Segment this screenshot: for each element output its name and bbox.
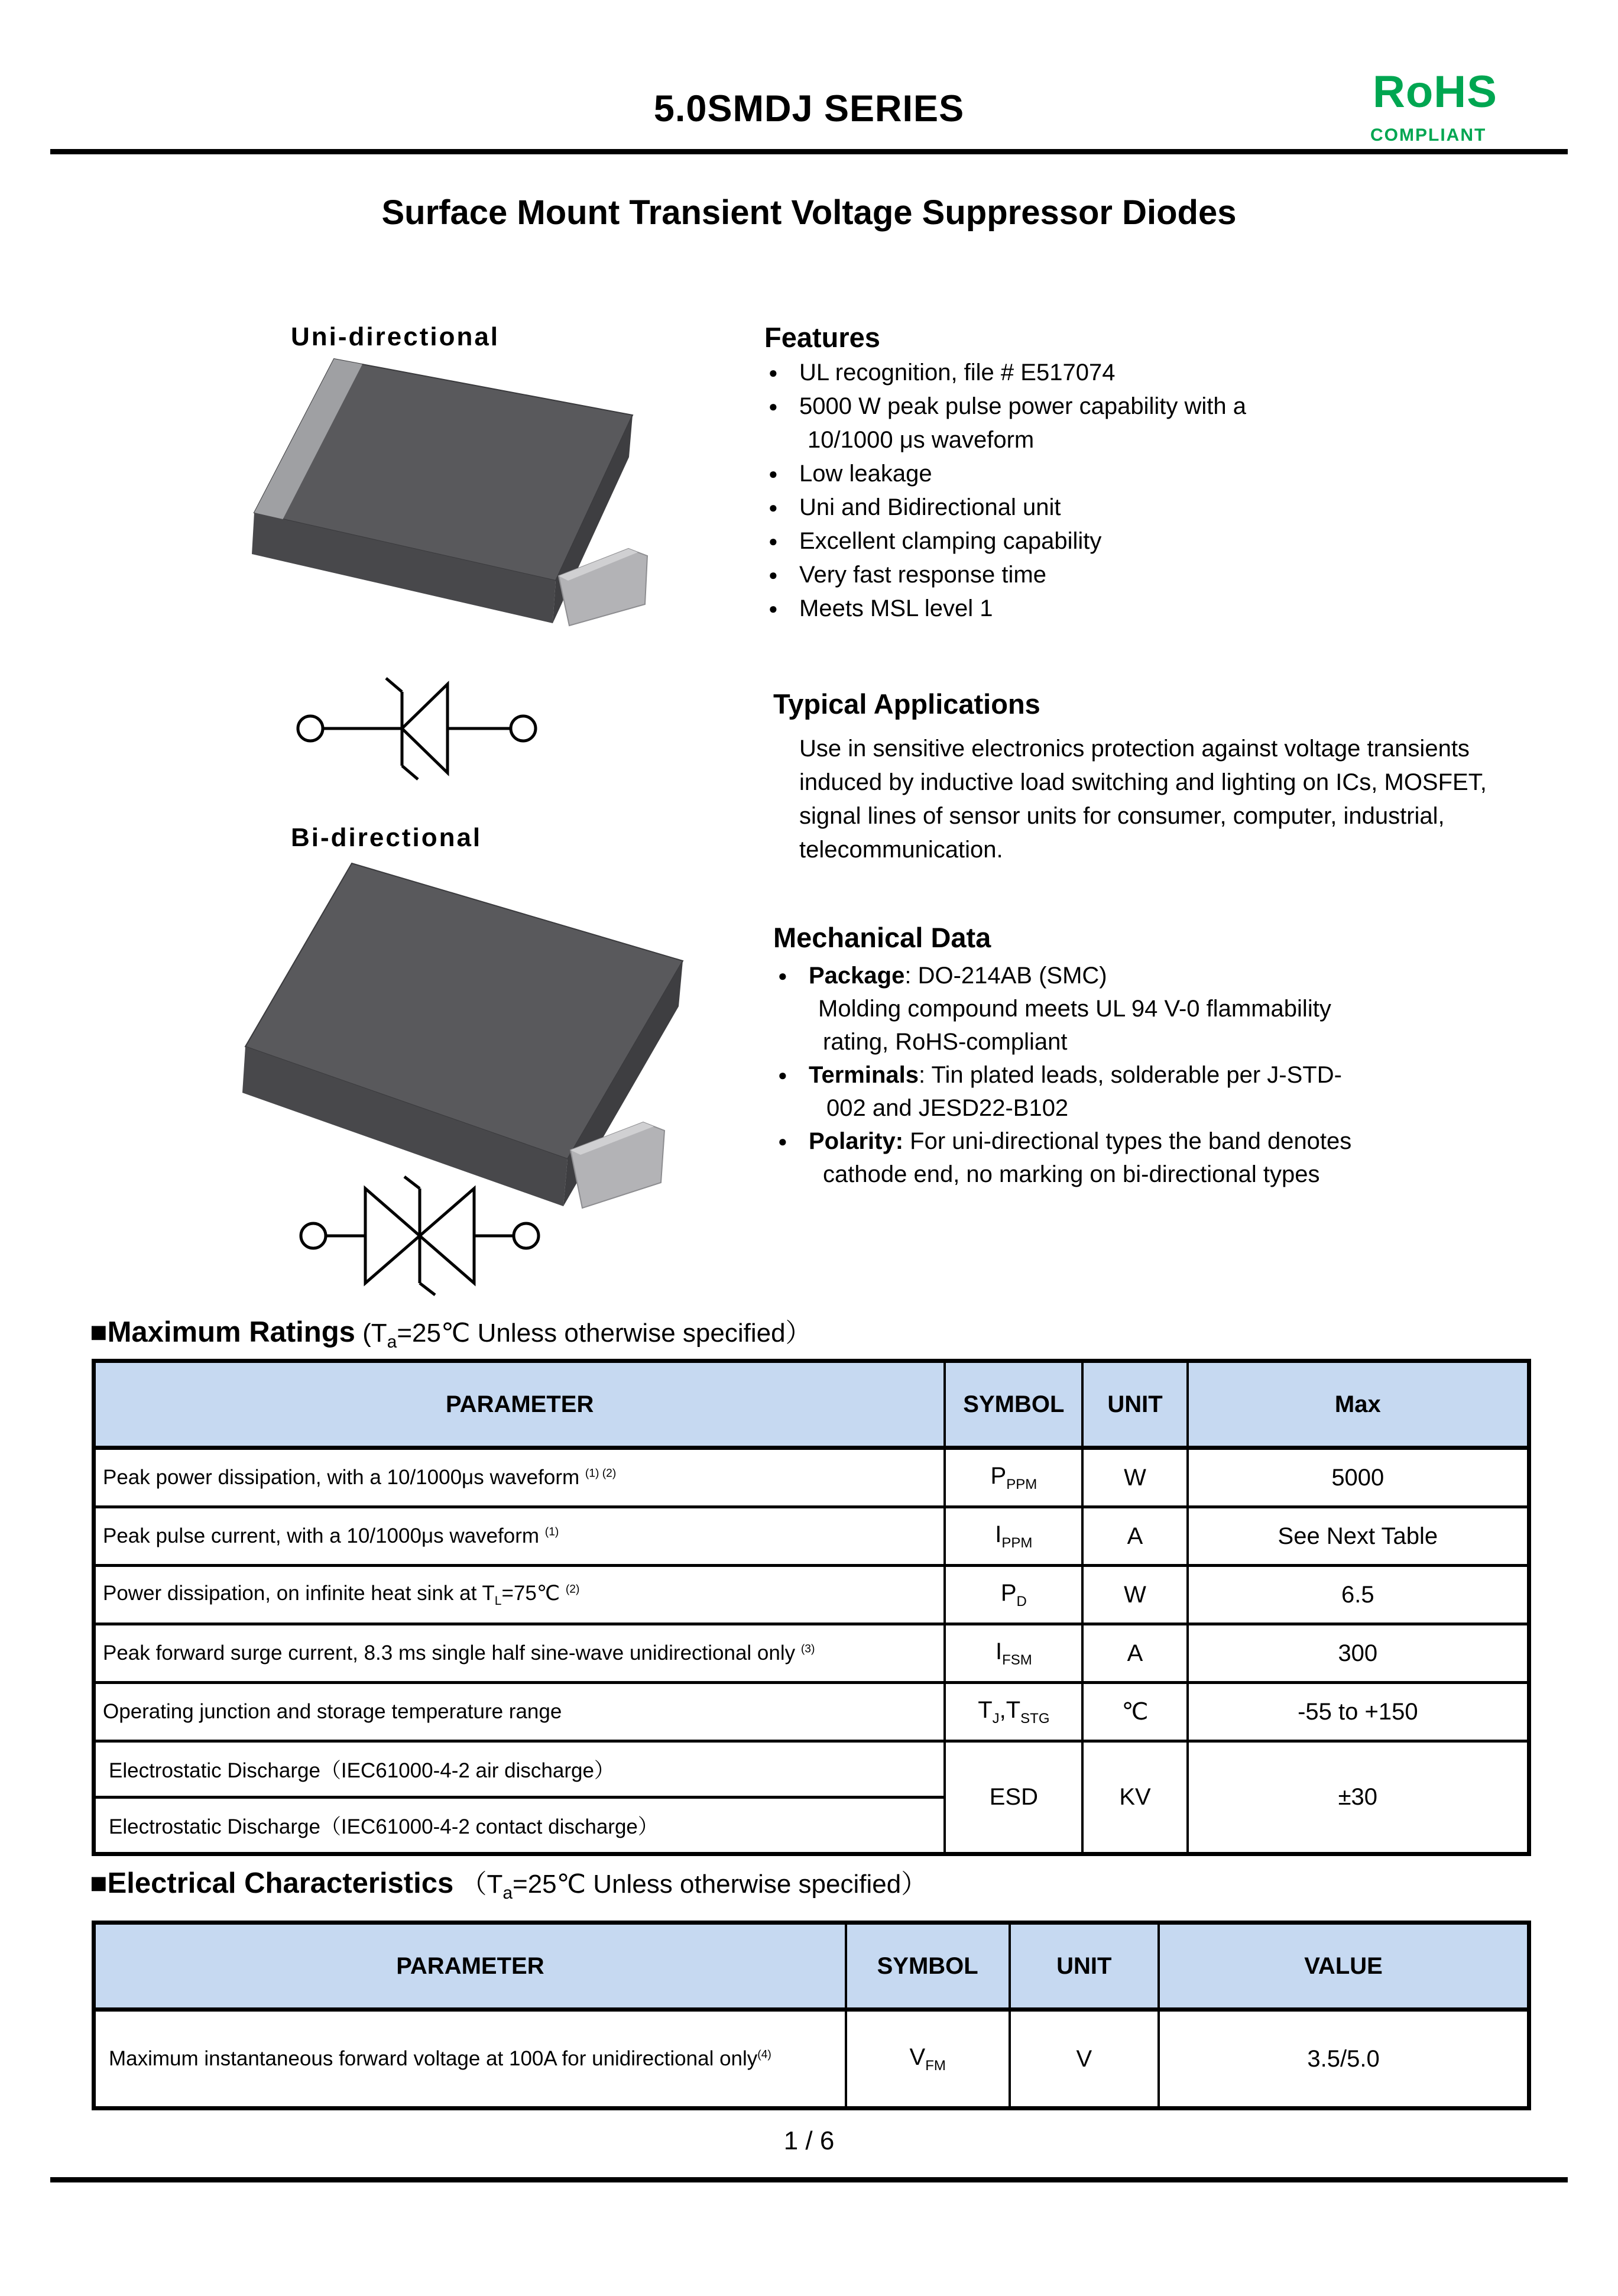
column-header: UNIT	[1082, 1361, 1187, 1448]
list-item	[778, 1058, 1570, 1125]
feature-text: Very fast response time	[799, 562, 1046, 588]
feature-text: Excellent clamping capability	[799, 528, 1102, 554]
symbol-cell: $I_{FSM}$	[945, 1624, 1082, 1683]
symbol-cell: $P_D$	[945, 1566, 1082, 1624]
bullet-icon: ●	[769, 465, 778, 482]
unit-cell: ℃	[1082, 1683, 1187, 1741]
electrical-characteristics-table	[92, 1921, 1531, 2110]
table-row	[94, 1741, 1529, 1798]
max-value-cell: ±30	[1188, 1741, 1529, 1854]
table-row	[94, 1448, 1529, 1507]
parameter-cell: Peak pulse current, with a 10/1000μs waveform $^{(1)}$	[94, 1507, 945, 1566]
unit-cell: A	[1082, 1507, 1187, 1566]
applications-paragraph	[799, 732, 1580, 867]
mechanical-text: Package: DO-214AB (SMC)	[809, 963, 1107, 989]
unit-cell: W	[1082, 1448, 1187, 1507]
uni-package-image	[245, 350, 706, 652]
max-value-cell: 6.5	[1188, 1566, 1529, 1624]
table-row	[94, 2010, 1529, 2109]
list-item	[769, 457, 1572, 491]
parameter-cell: Power dissipation, on infinite heat sink at $T_L=75℃$ $^{(2)}$	[94, 1566, 945, 1624]
max-value-cell: 5000	[1188, 1448, 1529, 1507]
parameter-cell: Electrostatic Discharge（IEC61000-4-2 contact discharge）	[94, 1798, 945, 1854]
list-item	[769, 524, 1572, 558]
maximum-ratings-heading: ■Maximum Ratings ($T_a=25℃$ Unless otherwise specified）	[90, 1316, 812, 1352]
applications-heading: Typical Applications	[773, 688, 1040, 720]
column-header: UNIT	[1010, 1923, 1159, 2010]
rohs-logo: RoHS	[1373, 67, 1497, 117]
feature-text: Meets MSL level 1	[799, 595, 993, 621]
table-header-row	[94, 1923, 1529, 2010]
unit-cell: W	[1082, 1566, 1187, 1624]
column-header: VALUE	[1159, 1923, 1529, 2010]
mechanical-text: Polarity: For uni-directional types the band denotes	[809, 1128, 1352, 1154]
electrical-heading: ■Electrical Characteristics （$T_a=25℃$ Unless otherwise specified）	[90, 1867, 928, 1903]
bullet-icon: ●	[769, 566, 778, 584]
features-heading: Features	[764, 322, 880, 353]
mechanical-text: 002 and JESD22-B102	[826, 1095, 1069, 1121]
bullet-icon: ●	[778, 1132, 787, 1150]
symbol-cell: ESD	[945, 1741, 1082, 1854]
bullet-icon: ●	[769, 364, 778, 381]
feature-text: 10/1000 μs waveform	[808, 427, 1035, 453]
value-cell: 3.5/5.0	[1159, 2010, 1529, 2109]
list-item	[769, 592, 1572, 626]
bullet-icon: ●	[769, 498, 778, 516]
table-row	[94, 1507, 1529, 1566]
feature-text: UL recognition, file # E517074	[799, 360, 1116, 386]
bullet-icon: ●	[778, 1066, 787, 1084]
applications-line: signal lines of sensor units for consumer, computer, industrial,	[799, 803, 1445, 829]
table-row	[94, 1683, 1529, 1741]
mechanical-text: Molding compound meets UL 94 V-0 flammability	[818, 996, 1331, 1022]
mechanical-text: Terminals: Tin plated leads, solderable per J-STD-	[809, 1062, 1342, 1088]
parameter-cell: Operating junction and storage temperature range	[94, 1683, 945, 1741]
column-header: PARAMETER	[94, 1923, 846, 2010]
uni-directional-label: Uni-directional	[291, 322, 500, 351]
list-item	[769, 356, 1572, 390]
bullet-icon: ●	[769, 600, 778, 617]
parameter-cell: Electrostatic Discharge（IEC61000-4-2 air discharge）	[94, 1741, 945, 1798]
mechanical-text: cathode end, no marking on bi-directional types	[823, 1161, 1320, 1187]
feature-text: Low leakage	[799, 461, 932, 487]
column-header: Max	[1188, 1361, 1529, 1448]
parameter-cell: Peak forward surge current, 8.3 ms single half sine-wave unidirectional only $^{(3)}$	[94, 1624, 945, 1683]
series-title: 5.0SMDJ SERIES	[653, 88, 965, 129]
features-list	[769, 356, 1572, 626]
applications-line: Use in sensitive electronics protection against voltage transients	[799, 736, 1470, 762]
bullet-icon: ●	[769, 532, 778, 550]
feature-text: 5000 W peak pulse power capability with a	[799, 393, 1246, 419]
rohs-compliant-label: COMPLIANT	[1370, 125, 1487, 145]
symbol-cell: $V_{FM}$	[846, 2010, 1010, 2109]
bi-directional-label: Bi-directional	[291, 823, 482, 852]
footer-rule	[50, 2177, 1568, 2182]
parameter-cell: Maximum instantaneous forward voltage at 100A for unidirectional only$^{(4)}$	[94, 2010, 846, 2109]
list-item	[769, 558, 1572, 592]
list-item	[778, 959, 1570, 1058]
feature-text: Uni and Bidirectional unit	[799, 494, 1061, 520]
table-row	[94, 1566, 1529, 1624]
max-value-cell: See Next Table	[1188, 1507, 1529, 1566]
page-title: Surface Mount Transient Voltage Suppressor Diodes	[381, 193, 1237, 232]
unit-cell: A	[1082, 1624, 1187, 1683]
mechanical-list	[778, 959, 1570, 1191]
symbol-cell: $P_{PPM}$	[945, 1448, 1082, 1507]
symbol-cell: $I_{PPM}$	[945, 1507, 1082, 1566]
bullet-icon: ●	[778, 967, 787, 985]
table-header-row	[94, 1361, 1529, 1448]
list-item	[778, 1125, 1570, 1191]
unit-cell: V	[1010, 2010, 1159, 2109]
list-item	[769, 390, 1572, 457]
column-header: PARAMETER	[94, 1361, 945, 1448]
page-number: 1 / 6	[783, 2126, 835, 2155]
unit-cell: KV	[1082, 1741, 1187, 1854]
table-row	[94, 1624, 1529, 1683]
maximum-ratings-table	[92, 1359, 1531, 1856]
symbol-cell: $T_J,T_{STG}$	[945, 1683, 1082, 1741]
uni-diode-symbol	[293, 671, 541, 786]
list-item	[769, 491, 1572, 524]
column-header: SYMBOL	[945, 1361, 1082, 1448]
max-value-cell: 300	[1188, 1624, 1529, 1683]
mechanical-text: rating, RoHS-compliant	[823, 1029, 1068, 1055]
bullet-icon: ●	[769, 397, 778, 415]
applications-line: induced by inductive load switching and lighting on ICs, MOSFET,	[799, 769, 1487, 795]
header-rule	[50, 149, 1568, 154]
bi-diode-symbol	[296, 1174, 544, 1298]
mechanical-heading: Mechanical Data	[773, 922, 991, 953]
applications-line: telecommunication.	[799, 837, 1003, 863]
max-value-cell: -55 to +150	[1188, 1683, 1529, 1741]
column-header: SYMBOL	[846, 1923, 1010, 2010]
parameter-cell: Peak power dissipation, with a 10/1000μs waveform $^{(1) (2)}$	[94, 1448, 945, 1507]
